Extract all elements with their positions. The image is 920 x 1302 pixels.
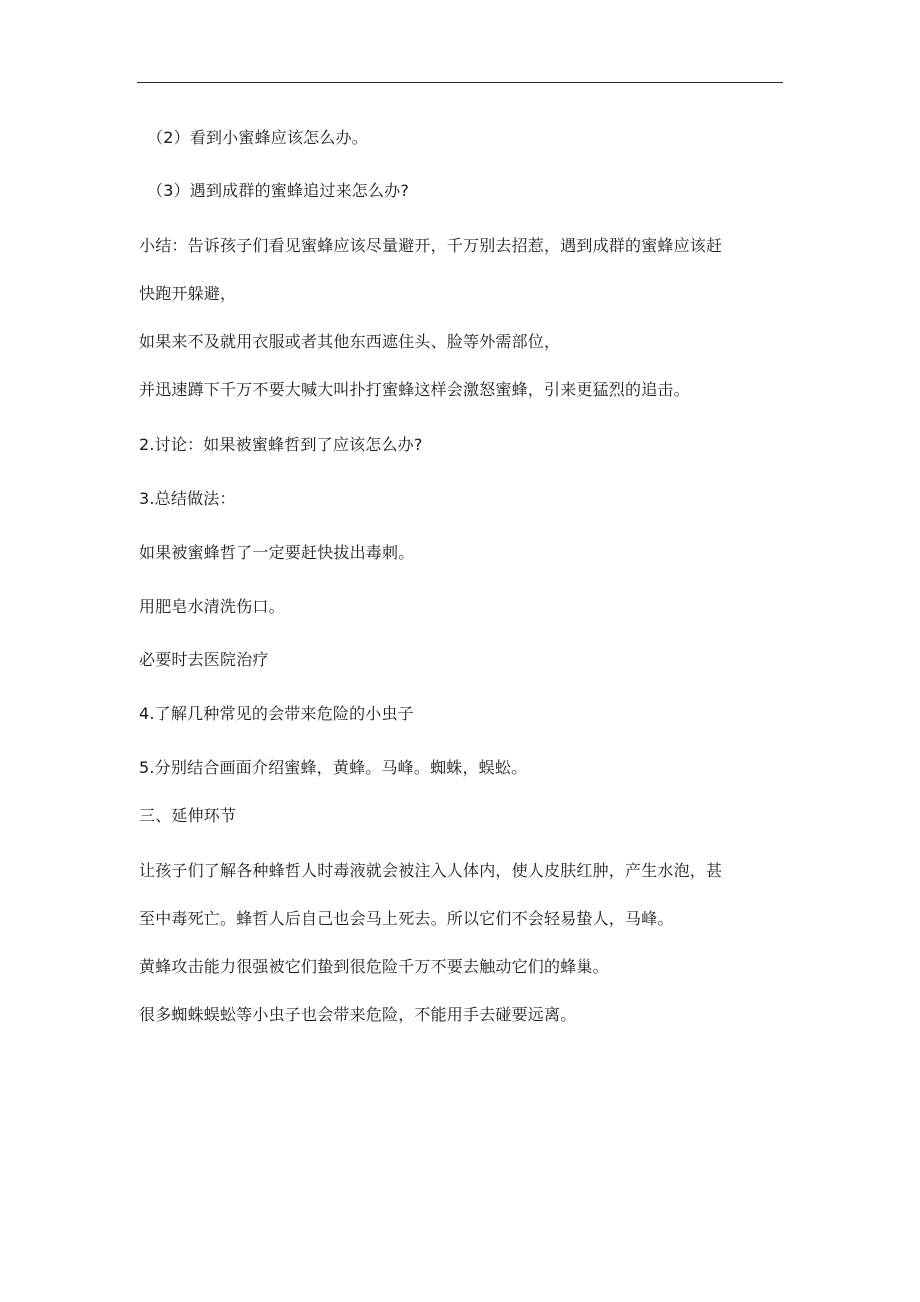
item-5: 5.分别结合画面介绍蜜蜂，黄蜂。马峰。蜘蛛，蜈蚣。 xyxy=(139,758,528,777)
step-see-doctor: 必要时去医院治疗 xyxy=(139,650,269,669)
extension-line-3: 黄蜂攻击能力很强被它们蛰到很危险千万不要去触动它们的蜂巢。 xyxy=(139,957,609,976)
item-4: 4.了解几种常见的会带来危险的小虫子 xyxy=(139,704,414,723)
question-3: （3）遇到成群的蜜蜂追过来怎么办? xyxy=(147,181,410,200)
summary-line-2: 快跑开躲避， xyxy=(139,284,237,303)
summary-line-1: 小结：告诉孩子们看见蜜蜂应该尽量避开，千万别去招惹，遇到成群的蜜蜂应该赶 xyxy=(139,236,723,255)
header-rule xyxy=(137,82,783,83)
extension-line-1: 让孩子们了解各种蜂哲人时毒液就会被注入人体内，使人皮肤红肿，产生水泡，甚 xyxy=(139,861,723,880)
question-2: （2）看到小蜜蜂应该怎么办。 xyxy=(147,128,368,147)
summary-line-4: 并迅速蹲下千万不要大喊大叫扑打蜜蜂这样会激怒蜜蜂，引来更猛烈的追击。 xyxy=(139,380,690,399)
extension-line-2: 至中毒死亡。蜂哲人后自己也会马上死去。所以它们不会轻易蛰人，马峰。 xyxy=(139,909,674,928)
step-wash-wound: 用肥皂水清洗伤口。 xyxy=(139,597,285,616)
summary-line-3: 如果来不及就用衣服或者其他东西遮住头、脸等外需部位， xyxy=(139,332,561,351)
conclusion-heading: 3.总结做法： xyxy=(139,489,236,508)
discussion-heading: 2.讨论：如果被蜜蜂哲到了应该怎么办? xyxy=(139,435,423,454)
extension-line-4: 很多蜘蛛蜈蚣等小虫子也会带来危险，不能用手去碰要远离。 xyxy=(139,1005,577,1024)
section-extension-heading: 三、延伸环节 xyxy=(139,806,237,825)
step-pull-stinger: 如果被蜜蜂哲了一定要赶快拔出毒刺。 xyxy=(139,543,415,562)
